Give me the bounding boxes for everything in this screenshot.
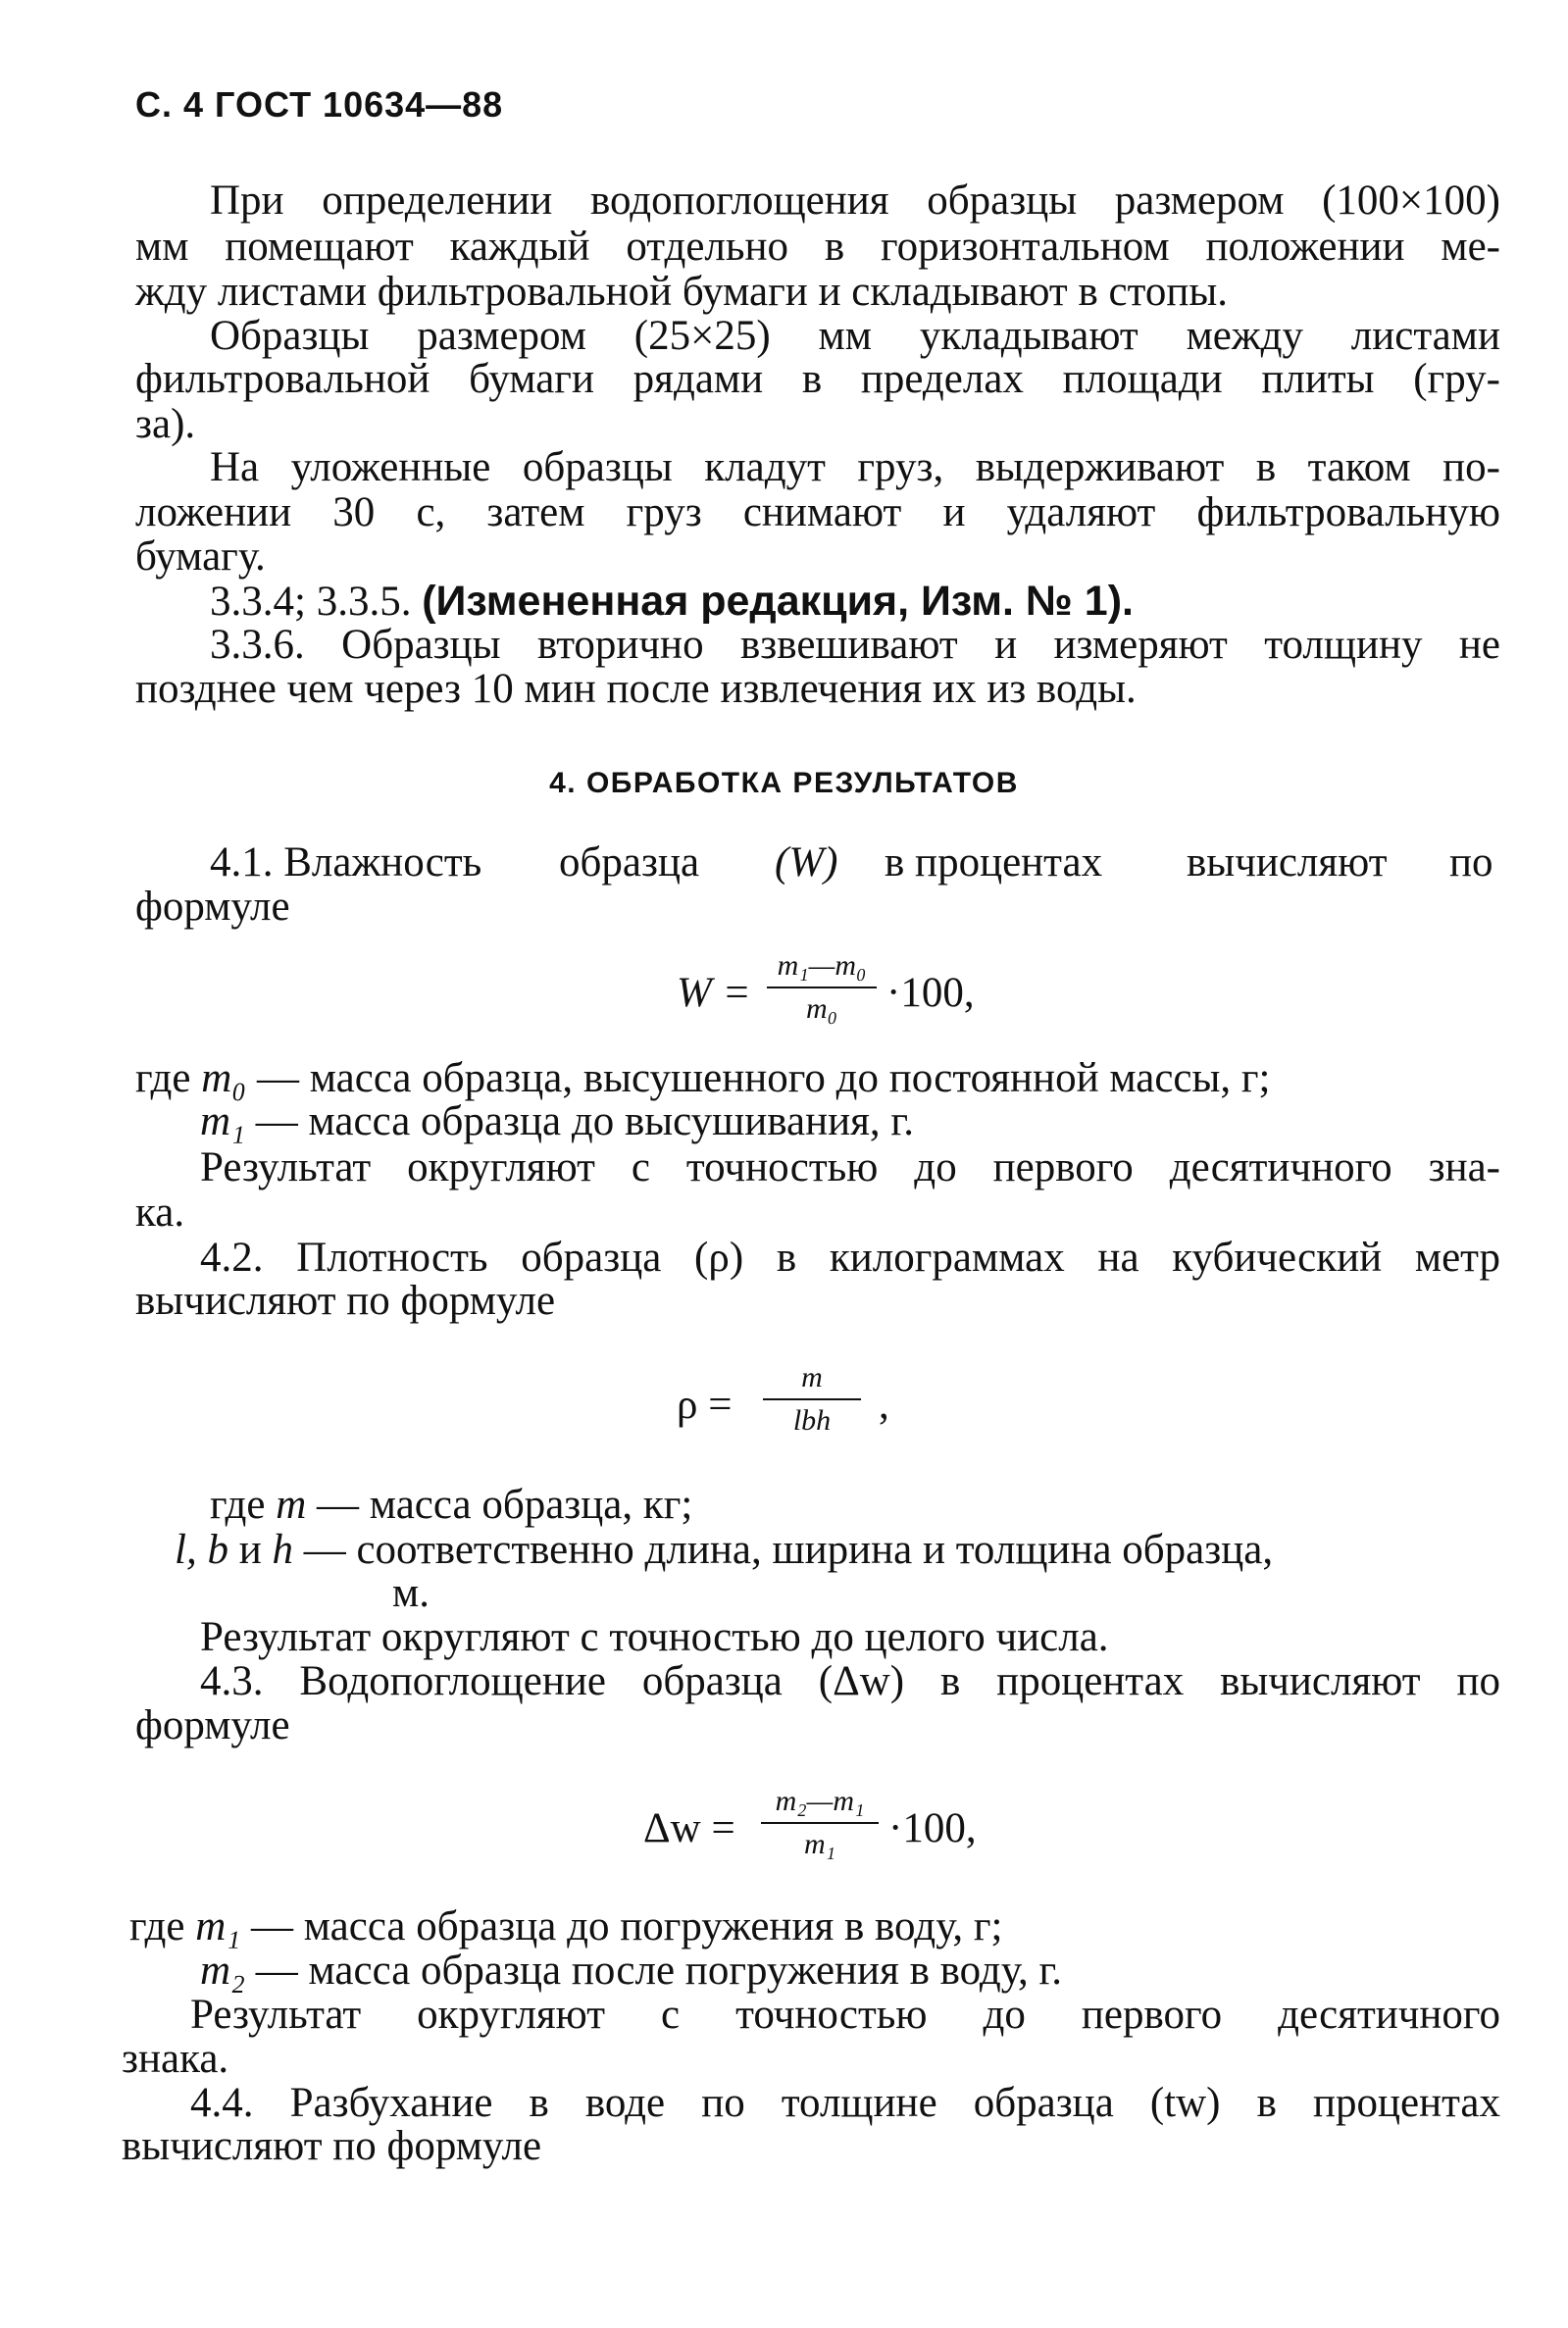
where-definition: — соответственно длина, ширина и толщина образца,: [303, 1527, 1274, 1573]
where-definition: — масса образца до высушивания, г.: [255, 1098, 914, 1144]
paragraph-line: формуле: [135, 1702, 290, 1748]
paragraph-line: На уложенные образцы кладут груз, выдерживают в таком по-: [210, 444, 1500, 490]
symbol: l, b: [175, 1527, 228, 1573]
fraction-denominator: m₀: [805, 992, 838, 1025]
amendment-note: [210, 577, 1134, 627]
where-label: где: [135, 1055, 191, 1101]
where-definition: — масса образца, кг;: [317, 1482, 693, 1528]
where-label: где: [210, 1482, 266, 1528]
fraction-numerator: m₁—m₀: [777, 949, 867, 982]
symbol: m: [276, 1482, 307, 1528]
clause-word: вычисляют: [1187, 839, 1388, 886]
conjunction: и: [238, 1527, 262, 1573]
symbol: m₁: [200, 1098, 246, 1144]
formula-lhs: ρ =: [677, 1382, 733, 1428]
page-header: С. 4 ГОСТ 10634—88: [135, 84, 504, 125]
clause-word: по: [1449, 839, 1493, 886]
where-line: [175, 1526, 1273, 1575]
symbol: m₁: [195, 1903, 241, 1949]
formula-rhs: ,: [879, 1382, 889, 1428]
fraction-numerator: m: [801, 1361, 823, 1393]
symbol: m₂: [200, 1948, 246, 1994]
clause-symbol: [775, 838, 837, 887]
clause-text: 4.1. Влажность: [210, 839, 482, 886]
fraction-numerator: m₂—m₁: [775, 1785, 865, 1817]
fraction-bar: [761, 1822, 879, 1824]
formula-rhs: ·100,: [888, 1805, 977, 1851]
where-line: [135, 1054, 1270, 1103]
paragraph-line: 3.3.6. Образцы вторично взвешивают и измеряют толщину не: [210, 622, 1500, 668]
paragraph-line: позднее чем через 10 мин после извлечения их из воды.: [135, 666, 1137, 712]
where-definition: — масса образца, высушенного до постоянной массы, г;: [256, 1055, 1271, 1101]
where-line: [210, 1481, 692, 1530]
paragraph-line: мм помещают каждый отдельно в горизонтальном положении ме-: [135, 224, 1500, 270]
paragraph-line: за).: [135, 401, 196, 447]
clause-word: образца: [559, 839, 700, 886]
amendment-label: (Измененная редакция, Изм. № 1).: [422, 578, 1134, 625]
where-definition: — масса образца после погружения в воду, г.: [255, 1948, 1063, 1994]
where-definition: — масса образца до погружения в воду, г;: [250, 1903, 1003, 1949]
paragraph-line: знака.: [122, 2036, 229, 2082]
clause-word: в процентах: [885, 839, 1103, 886]
paragraph-line: ка.: [135, 1189, 185, 1236]
where-line-continuation: м.: [392, 1570, 430, 1616]
paragraph-line: Образцы размером (25×25) мм укладывают между листами: [210, 313, 1500, 359]
amendment-clauses: 3.3.4; 3.3.5.: [210, 579, 412, 625]
paragraph-line: вычисляют по формуле: [135, 1278, 556, 1324]
where-line: [200, 1097, 914, 1146]
paragraph-line: жду листами фильтровальной бумаги и складывают в стопы.: [135, 269, 1228, 315]
fraction-bar: [763, 1398, 861, 1400]
symbol: m₀: [201, 1055, 247, 1101]
paragraph-line: Результат округляют с точностью до первого десятичного: [190, 1992, 1500, 2038]
formula-rhs: ·100,: [886, 970, 975, 1016]
paragraph-line: вычисляют по формуле: [122, 2123, 542, 2169]
formula-fraction: [767, 949, 877, 1026]
paragraph-line: Результат округляют с точностью до целого числа.: [200, 1614, 1109, 1660]
symbol-w: (W): [775, 839, 838, 886]
paragraph-line: 4.4. Разбухание в воде по толщине образца (tw) в процентах: [190, 2080, 1500, 2126]
fraction-bar: [767, 987, 877, 988]
where-line: [129, 1902, 1002, 1951]
formula-lhs: [677, 969, 751, 1017]
formula-fraction: [761, 1785, 879, 1861]
formula-fraction: [763, 1361, 861, 1438]
formula-lhs-text: W =: [677, 970, 751, 1016]
paragraph-line: бумагу.: [135, 533, 266, 580]
paragraph-line: 4.3. Водопоглощение образца (Δw) в процентах вычисляют по: [200, 1658, 1500, 1704]
symbol: h: [272, 1527, 293, 1573]
paragraph-line: Результат округляют с точностью до первого десятичного зна-: [200, 1144, 1500, 1190]
paragraph-line: ложении 30 с, затем груз снимают и удаляют фильтровальную: [135, 489, 1500, 535]
where-line: [200, 1947, 1062, 1996]
fraction-denominator: lbh: [792, 1404, 832, 1437]
clause-4-1-line: [210, 838, 481, 887]
where-label: где: [129, 1903, 185, 1949]
paragraph-line: фильтровальной бумаги рядами в пределах площади плиты (гру-: [135, 356, 1500, 402]
fraction-denominator: m₁: [803, 1828, 836, 1860]
formula-lhs: Δw =: [643, 1805, 735, 1851]
paragraph-line: 4.2. Плотность образца (ρ) в килограммах на кубический метр: [200, 1235, 1500, 1281]
section-title: 4. ОБРАБОТКА РЕЗУЛЬТАТОВ: [549, 767, 1019, 799]
paragraph-line: формуле: [135, 884, 290, 930]
paragraph-line: При определении водопоглощения образцы размером (100×100): [210, 177, 1500, 224]
